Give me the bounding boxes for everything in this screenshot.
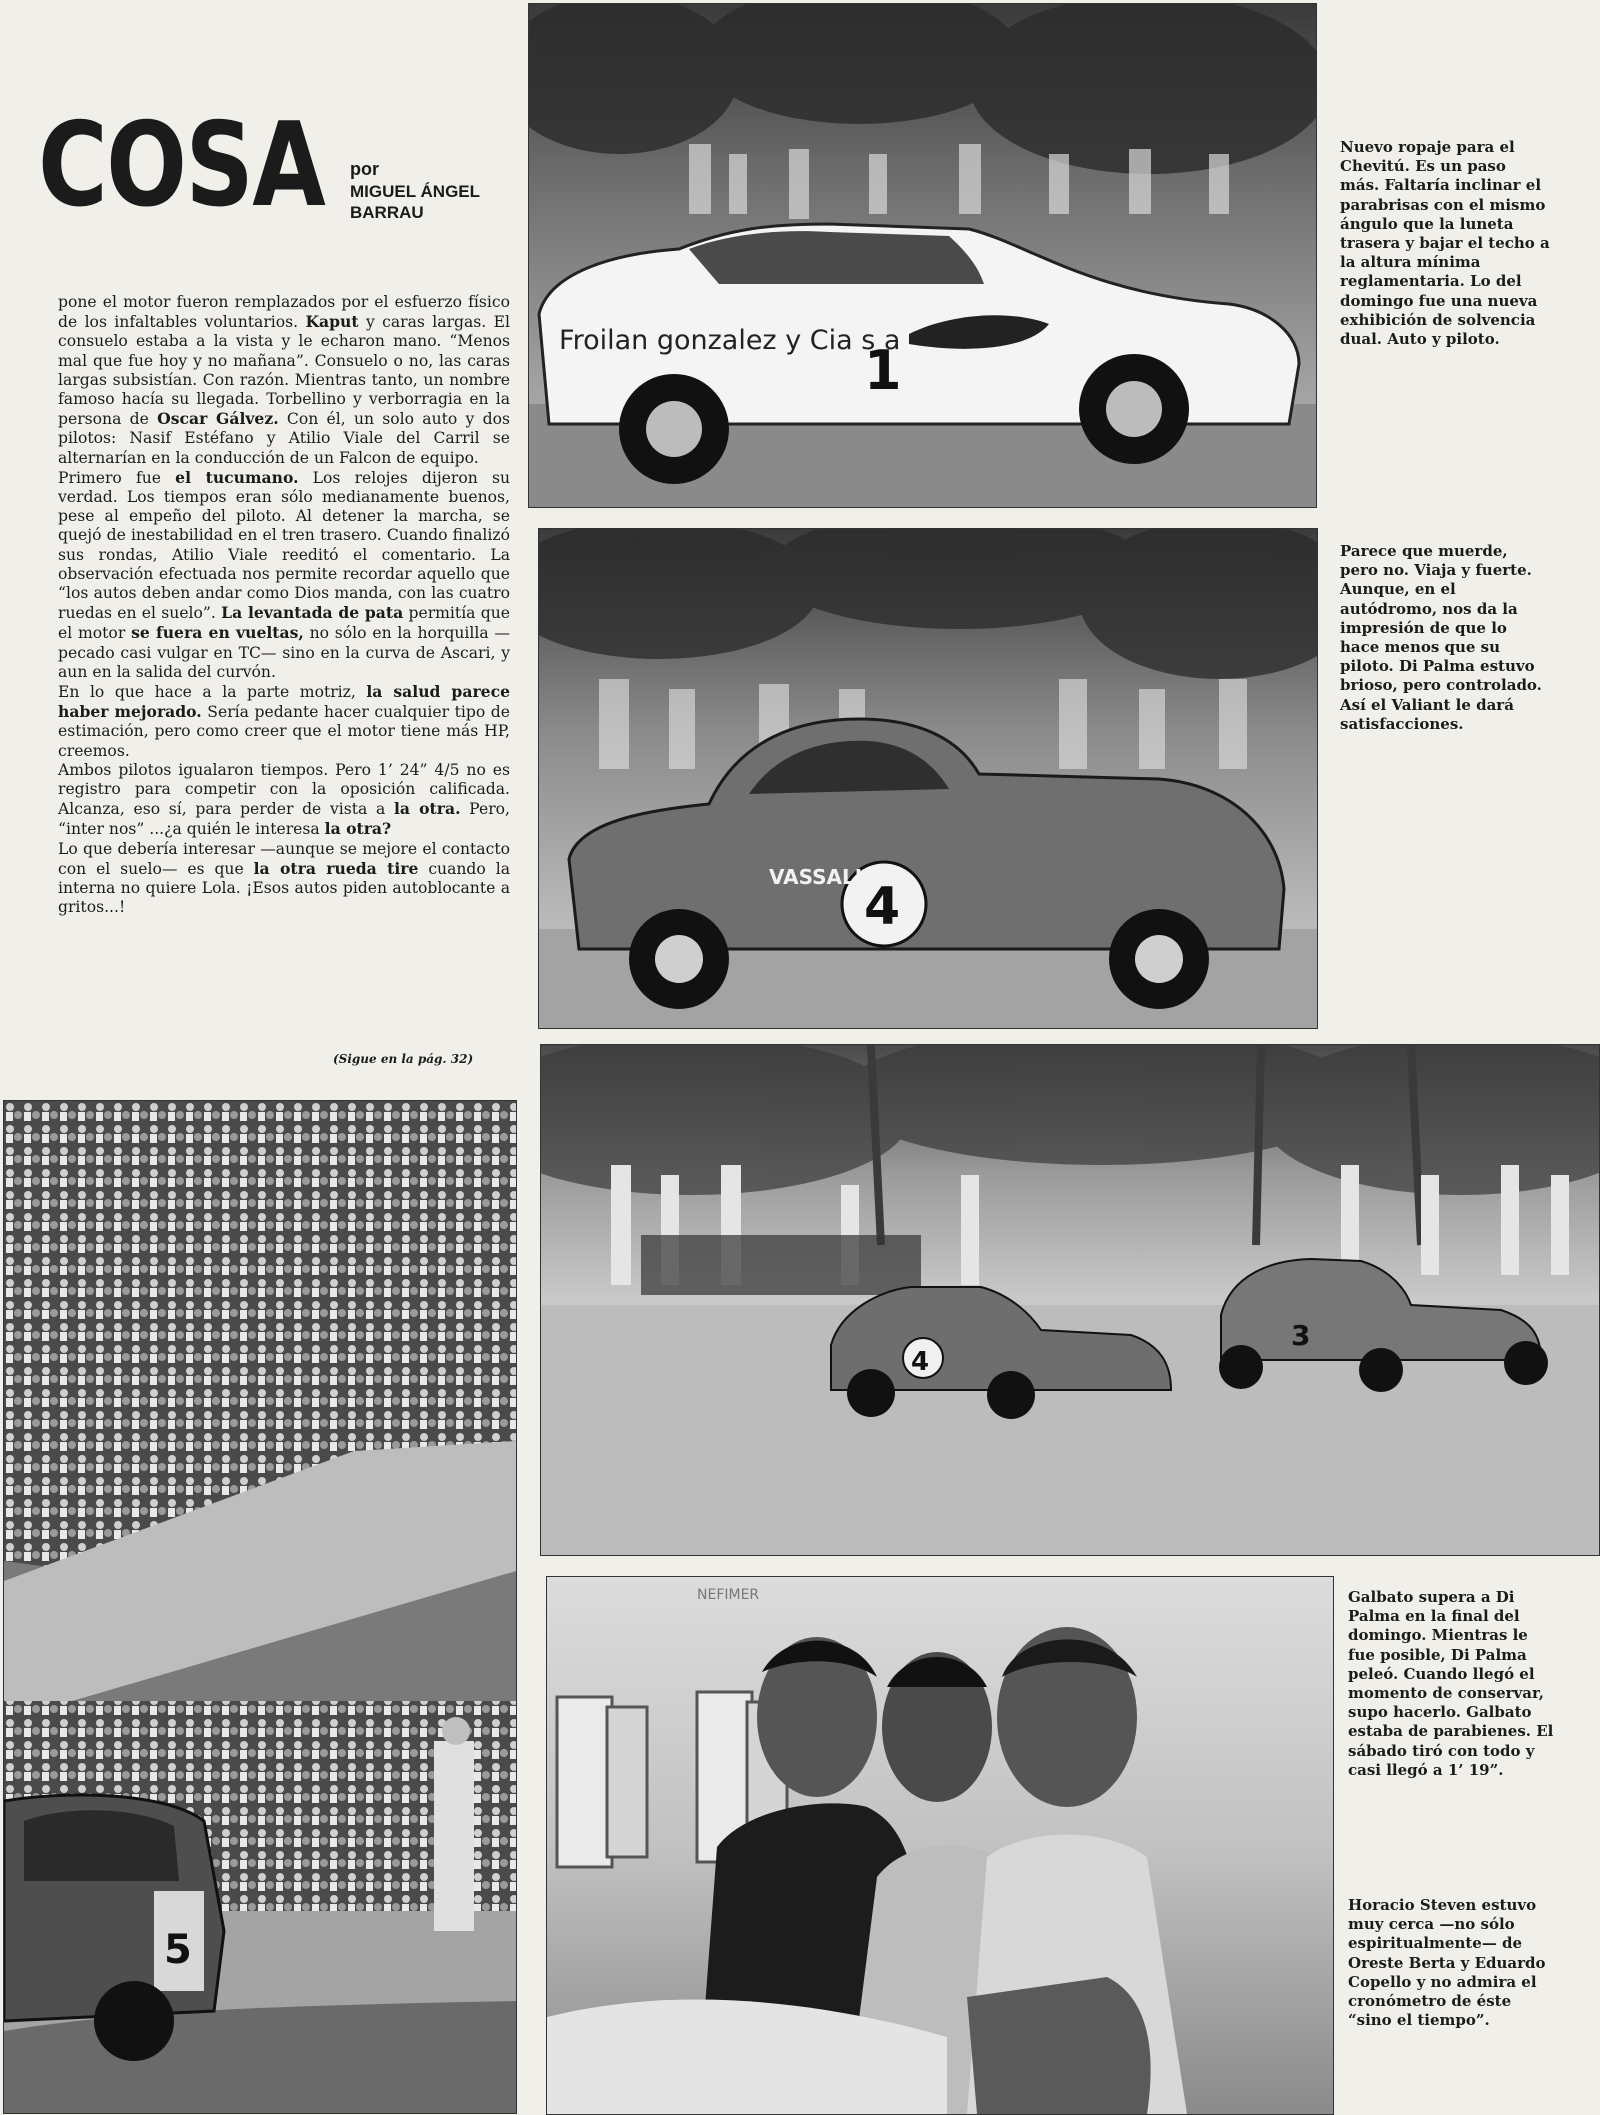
byline — [350, 158, 480, 223]
car2-sponsor: VASSALLI — [769, 865, 875, 889]
article-paragraph — [58, 682, 510, 761]
photo-grandstand — [3, 1100, 517, 2114]
caption-steven: Horacio Steven estuvo muy cerca —no sólo espiritualmente— de Oreste Berta y Eduardo Copello y no admira el cronómetro de éste “sino el tiempo”. — [1348, 1896, 1546, 2030]
article-emphasis: la otra rueda tire — [253, 858, 419, 878]
car2-number: 4 — [864, 877, 901, 937]
article-emphasis: Kaput — [305, 312, 359, 332]
article-text-run: Lo que debería interesar —aunque se mejore el contacto con el suelo— es que — [58, 839, 510, 878]
article-text-run: permitía que el motor — [58, 604, 510, 643]
byline-name-1: MIGUEL ÁNGEL — [350, 181, 481, 201]
article-emphasis: La levantada de pata — [221, 603, 404, 623]
photo-dipalma-car — [538, 528, 1318, 1029]
byline-name-2: BARRAU — [350, 202, 424, 222]
article-text-run: Primero fue — [58, 468, 176, 487]
caption-dipalma: Parece que muerde, pero no. Viaja y fuerte. Aunque, en el autódromo, nos da la impresión de que lo hace menos que su piloto. Di Palma estuvo brioso, pero controlado. Así el Valiant le dará satisfacciones. — [1340, 542, 1542, 733]
article-emphasis: el tucumano. — [175, 467, 299, 487]
article-emphasis: la salud parece haber mejorado. — [58, 682, 510, 722]
article-text-run: cuando la interna no quiere Lola. ¡Esos autos piden autoblocante a gritos...! — [58, 859, 510, 917]
article-text-run: pone el motor fueron remplazados por el esfuerzo físico de los infaltables voluntarios. — [58, 293, 510, 332]
article-paragraph — [58, 468, 510, 682]
continuation-note: (Sigue en la pág. 32) — [333, 1052, 474, 1066]
car4-number: 3 — [1291, 1319, 1311, 1352]
article-paragraph — [58, 761, 510, 840]
article-emphasis: la otra. — [393, 799, 461, 819]
article-text-run: no sólo en la horquilla —pecado casi vulgar en TC— sino en la curva de Ascari, y aun en la salida del curvón. — [58, 624, 510, 681]
car5-number: 5 — [164, 1927, 192, 1973]
caption-galbato: Galbato supera a Di Palma en la final del domingo. Mientras le fue posible, Di Palma peleó. Cuando llegó el momento de conservar, supo hacerlo. Galbato estaba de parabienes. El sábado tiró con todo y casi llegó a 1’ 19”. — [1348, 1588, 1554, 1779]
article-emphasis: Oscar Gálvez. — [157, 409, 279, 429]
photo-steven-berta-copello — [546, 1576, 1334, 2115]
photo-galbato-vs-dipalma — [540, 1044, 1600, 1556]
car3-number: 4 — [911, 1347, 930, 1377]
byline-por: por — [350, 159, 379, 179]
article-text-run: y caras largas. El consuelo estaba a la vista y le echaron mano. “Menos mal que fue hoy y no mañana”. Consuelo o no, las caras largas subsistían. Con razón. Mientras tanto, un nombre famoso hacía su llegada. Torbellino y verborragia en la persona de — [58, 313, 510, 429]
article-text-run: Los relojes dijeron su verdad. Los tiempos eran sólo medianamente buenos, pese al empeño del piloto. Al detener la marcha, se quejó de inestabilidad en el tren trasero. Cuando finalizó sus rondas, Atilio Viale reeditó el comentario. La observación efectuada nos permite recordar aquello que “los autos deben andar como Dios manda, con las cuatro ruedas en el suelo”. — [58, 468, 510, 623]
car1-number: 1 — [864, 339, 902, 402]
article-text-run: En lo que hace a la parte motriz, — [58, 683, 367, 702]
article-text-run: Ambos pilotos igualaron tiempos. Pero 1’ 24” 4/5 no es registro para competir con la oposición calificada. Alcanza, eso sí, para perder de vista a — [58, 760, 510, 819]
article-body — [58, 293, 510, 918]
article-paragraph — [58, 293, 510, 468]
photo-chevitu-car — [528, 3, 1317, 508]
article-emphasis: se fuera en vueltas, — [131, 623, 304, 643]
banner-text: NEFIMER — [697, 1587, 760, 1603]
car1-sponsor: Froilan gonzalez y Cia s a — [559, 325, 901, 356]
caption-chevitu: Nuevo ropaje para el Chevitú. Es un paso más. Faltaría inclinar el parabrisas con el mismo ángulo que la luneta trasera y bajar el techo a la altura mínima reglamentaria. Lo del domingo fue una nueva exhibición de solvencia dual. Auto y piloto. — [1340, 138, 1550, 349]
article-emphasis: la otra? — [324, 819, 392, 839]
article-title: COSA — [38, 98, 325, 233]
article-text-run: Con él, un solo auto y dos pilotos: Nasif Estéfano y Atilio Viale del Carril se alternarían en la conducción de un Falcon de equipo. — [58, 410, 510, 467]
article-text-run: Sería pedante hacer cualquier tipo de estimación, pero como creer que el motor tiene más HP, creemos. — [58, 703, 511, 760]
article-text-run: Pero, “inter nos” ...¿a quién le interesa — [58, 800, 510, 839]
article-paragraph — [58, 840, 510, 918]
